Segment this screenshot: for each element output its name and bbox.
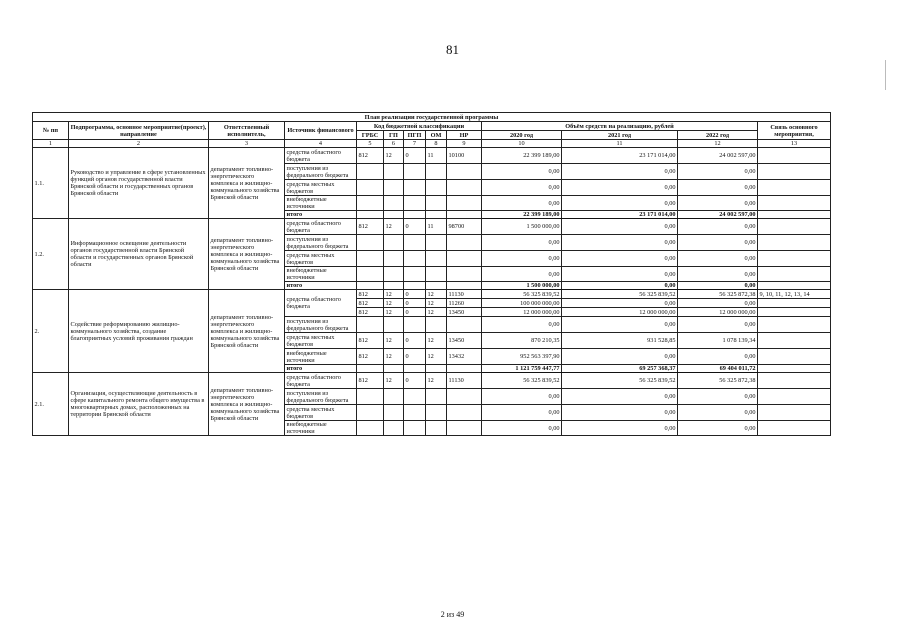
empty-code-cell: [357, 365, 384, 373]
grbs-code: [357, 251, 384, 267]
amount-2020: 0,00: [482, 421, 562, 436]
pgp-code: [404, 405, 426, 421]
activity-name: Содействие реформированию жилищно-коммунального хозяйства, создание благоприятных условий проживания граждан: [69, 290, 209, 373]
amount-2020: 0,00: [482, 267, 562, 282]
amount-2020: 0,00: [482, 235, 562, 251]
amount-2022: 12 000 000,00: [678, 308, 758, 317]
om-code: [426, 421, 447, 436]
empty-code-cell: [357, 211, 384, 219]
pgp-code: [404, 196, 426, 211]
col-header-source: Источник финансового: [285, 122, 357, 140]
gp-code: [384, 235, 404, 251]
amount-2020: 1 500 000,00: [482, 219, 562, 235]
col-header-grbs: ГРБС: [357, 131, 384, 140]
pgp-code: 0: [404, 219, 426, 235]
empty-code-cell: [404, 365, 426, 373]
total-label: итого: [285, 365, 357, 373]
amount-2022: 1 078 139,34: [678, 333, 758, 349]
pgp-code: [404, 164, 426, 180]
amount-2022: 0,00: [678, 405, 758, 421]
column-number: 5: [357, 140, 384, 148]
amount-2021: 0,00: [562, 219, 678, 235]
empty-code-cell: [426, 282, 447, 290]
link-cell: [758, 365, 831, 373]
total-2020: 1 500 000,00: [482, 282, 562, 290]
total-2021: 69 257 368,37: [562, 365, 678, 373]
col-header-2021: 2021 год: [562, 131, 678, 140]
amount-2021: 0,00: [562, 196, 678, 211]
om-code: [426, 235, 447, 251]
activity-name: Руководство и управление в сфере установленных функций органов государственной власти Брянской области и государственных органов Брянской области: [69, 148, 209, 219]
link-cell: [758, 235, 831, 251]
pgp-code: [404, 421, 426, 436]
total-2021: 23 171 014,00: [562, 211, 678, 219]
om-code: [426, 196, 447, 211]
om-code: [426, 389, 447, 405]
empty-code-cell: [404, 282, 426, 290]
amount-2021: 0,00: [562, 235, 678, 251]
gp-code: 12: [384, 299, 404, 308]
amount-2022: 0,00: [678, 317, 758, 333]
nr-code: 13450: [447, 333, 482, 349]
row-number: 1.1.: [33, 148, 69, 219]
nr-code: 10100: [447, 148, 482, 164]
total-2020: 1 121 759 447,77: [482, 365, 562, 373]
col-header-volume: Объём средств на реализацию, рублей: [482, 122, 758, 131]
amount-2021: 931 528,85: [562, 333, 678, 349]
amount-2021: 56 325 839,52: [562, 290, 678, 299]
funding-source: поступления из федерального бюджета: [285, 164, 357, 180]
om-code: [426, 267, 447, 282]
link-cell: [758, 196, 831, 211]
column-number: 8: [426, 140, 447, 148]
amount-2020: 12 000 000,00: [482, 308, 562, 317]
amount-2022: 0,00: [678, 235, 758, 251]
pgp-code: 0: [404, 349, 426, 365]
om-code: 12: [426, 373, 447, 389]
gp-code: [384, 405, 404, 421]
col-header-2022: 2022 год: [678, 131, 758, 140]
gp-code: [384, 180, 404, 196]
amount-2022: 0,00: [678, 389, 758, 405]
grbs-code: 812: [357, 148, 384, 164]
column-number: 1: [33, 140, 69, 148]
empty-code-cell: [447, 282, 482, 290]
amount-2020: 0,00: [482, 251, 562, 267]
funding-source: средства областного бюджета: [285, 219, 357, 235]
funding-source: внебюджетные источники: [285, 421, 357, 436]
funding-source: внебюджетные источники: [285, 349, 357, 365]
om-code: [426, 405, 447, 421]
amount-2021: 56 325 839,52: [562, 373, 678, 389]
col-header-budget-code: Код бюджетной классификации: [357, 122, 482, 131]
funding-source: средства местных бюджетов: [285, 180, 357, 196]
gp-code: [384, 251, 404, 267]
nr-code: 11130: [447, 290, 482, 299]
link-cell: [758, 349, 831, 365]
amount-2020: 952 563 397,90: [482, 349, 562, 365]
gp-code: 12: [384, 333, 404, 349]
amount-2020: 56 325 839,52: [482, 373, 562, 389]
grbs-code: 812: [357, 290, 384, 299]
empty-code-cell: [384, 211, 404, 219]
col-header-executor: Ответственный исполнитель,: [209, 122, 285, 140]
pgp-code: [404, 267, 426, 282]
amount-2022: 56 325 872,38: [678, 373, 758, 389]
total-2022: 24 002 597,00: [678, 211, 758, 219]
col-header-nr: НР: [447, 131, 482, 140]
nr-code: [447, 405, 482, 421]
responsible-executor: департамент топливно-энергетического комплекса и жилищно-коммунального хозяйства Брянской области: [209, 219, 285, 290]
gp-code: [384, 196, 404, 211]
amount-2021: 0,00: [562, 267, 678, 282]
column-number: 10: [482, 140, 562, 148]
table-row: [33, 219, 831, 235]
om-code: [426, 180, 447, 196]
link-cell: [758, 405, 831, 421]
nr-code: [447, 389, 482, 405]
pgp-code: [404, 251, 426, 267]
funding-source: средства областного бюджета: [285, 148, 357, 164]
amount-2022: 0,00: [678, 267, 758, 282]
link-cell: [758, 267, 831, 282]
om-code: 12: [426, 308, 447, 317]
table-row: [33, 148, 831, 164]
page-number: 81: [446, 42, 459, 57]
funding-source: внебюджетные источники: [285, 267, 357, 282]
col-header-no: № пп: [33, 122, 69, 140]
amount-2022: 24 002 597,00: [678, 148, 758, 164]
gp-code: 12: [384, 219, 404, 235]
gp-code: [384, 267, 404, 282]
grbs-code: [357, 421, 384, 436]
link-cell: [758, 389, 831, 405]
link-cell: [758, 164, 831, 180]
link-cell: 9, 10, 11, 12, 13, 14: [758, 290, 831, 299]
column-number: 7: [404, 140, 426, 148]
amount-2022: 0,00: [678, 164, 758, 180]
amount-2020: 0,00: [482, 389, 562, 405]
column-number: 12: [678, 140, 758, 148]
grbs-code: 812: [357, 219, 384, 235]
amount-2021: 12 000 000,00: [562, 308, 678, 317]
nr-code: 11130: [447, 373, 482, 389]
amount-2020: 0,00: [482, 317, 562, 333]
gp-code: 12: [384, 373, 404, 389]
gp-code: [384, 317, 404, 333]
gp-code: 12: [384, 148, 404, 164]
grbs-code: 812: [357, 349, 384, 365]
table-row: [33, 373, 831, 389]
om-code: 12: [426, 349, 447, 365]
nr-code: [447, 421, 482, 436]
nr-code: [447, 317, 482, 333]
pgp-code: [404, 180, 426, 196]
total-2022: 69 404 011,72: [678, 365, 758, 373]
amount-2021: 0,00: [562, 349, 678, 365]
nr-code: [447, 267, 482, 282]
amount-2020: 870 210,35: [482, 333, 562, 349]
column-number: 2: [69, 140, 209, 148]
amount-2022: 0,00: [678, 196, 758, 211]
column-number: 3: [209, 140, 285, 148]
funding-source: средства местных бюджетов: [285, 333, 357, 349]
pgp-code: [404, 317, 426, 333]
col-header-pgp: ПГП: [404, 131, 426, 140]
amount-2021: 0,00: [562, 180, 678, 196]
empty-code-cell: [426, 365, 447, 373]
grbs-code: [357, 317, 384, 333]
gp-code: [384, 389, 404, 405]
link-cell: [758, 421, 831, 436]
amount-2020: 0,00: [482, 164, 562, 180]
grbs-code: [357, 164, 384, 180]
funding-source: средства областного бюджета: [285, 373, 357, 389]
link-cell: [758, 148, 831, 164]
column-numbers-row: [33, 140, 831, 148]
grbs-code: 812: [357, 333, 384, 349]
link-cell: [758, 373, 831, 389]
program-plan-table: [32, 112, 831, 436]
total-2022: 0,00: [678, 282, 758, 290]
funding-source: средства местных бюджетов: [285, 251, 357, 267]
total-label: итого: [285, 211, 357, 219]
empty-code-cell: [384, 365, 404, 373]
funding-source: внебюджетные источники: [285, 196, 357, 211]
amount-2020: 56 325 839,52: [482, 290, 562, 299]
nr-code: 98700: [447, 219, 482, 235]
om-code: 12: [426, 299, 447, 308]
row-number: 2.: [33, 290, 69, 373]
grbs-code: 812: [357, 308, 384, 317]
empty-code-cell: [384, 282, 404, 290]
link-cell: [758, 299, 831, 308]
link-cell: [758, 317, 831, 333]
nr-code: [447, 251, 482, 267]
row-number: 1.2.: [33, 219, 69, 290]
om-code: 12: [426, 333, 447, 349]
total-label: итого: [285, 282, 357, 290]
grbs-code: [357, 235, 384, 251]
amount-2021: 0,00: [562, 317, 678, 333]
table-caption: План реализации государственной программы: [33, 113, 831, 122]
col-header-link: Связь основного мероприятия,: [758, 122, 831, 140]
amount-2021: 0,00: [562, 251, 678, 267]
amount-2022: 0,00: [678, 349, 758, 365]
amount-2021: 0,00: [562, 164, 678, 180]
table-row: [33, 290, 831, 299]
pgp-code: 0: [404, 333, 426, 349]
amount-2020: 22 399 189,00: [482, 148, 562, 164]
amount-2020: 0,00: [482, 405, 562, 421]
om-code: [426, 317, 447, 333]
nr-code: 13432: [447, 349, 482, 365]
gp-code: 12: [384, 290, 404, 299]
link-cell: [758, 333, 831, 349]
amount-2021: 23 171 014,00: [562, 148, 678, 164]
empty-code-cell: [357, 282, 384, 290]
funding-source: поступления из федерального бюджета: [285, 235, 357, 251]
om-code: [426, 251, 447, 267]
amount-2022: 0,00: [678, 299, 758, 308]
nr-code: [447, 164, 482, 180]
amount-2021: 0,00: [562, 405, 678, 421]
pgp-code: 0: [404, 148, 426, 164]
pgp-code: 0: [404, 299, 426, 308]
link-cell: [758, 282, 831, 290]
empty-code-cell: [447, 365, 482, 373]
nr-code: [447, 180, 482, 196]
grbs-code: [357, 180, 384, 196]
amount-2021: 0,00: [562, 299, 678, 308]
link-cell: [758, 308, 831, 317]
scan-margin-mark: [885, 60, 886, 90]
funding-source: поступления из федерального бюджета: [285, 389, 357, 405]
gp-code: 12: [384, 308, 404, 317]
amount-2022: 56 325 872,38: [678, 290, 758, 299]
grbs-code: [357, 196, 384, 211]
col-header-gp: ГП: [384, 131, 404, 140]
responsible-executor: департамент топливно-энергетического комплекса и жилищно-коммунального хозяйства Брянской области: [209, 148, 285, 219]
amount-2022: 0,00: [678, 251, 758, 267]
pgp-code: 0: [404, 308, 426, 317]
table-body: [33, 148, 831, 436]
column-number: 13: [758, 140, 831, 148]
om-code: 12: [426, 290, 447, 299]
amount-2022: 0,00: [678, 180, 758, 196]
grbs-code: [357, 267, 384, 282]
om-code: 11: [426, 219, 447, 235]
empty-code-cell: [426, 211, 447, 219]
gp-code: 12: [384, 349, 404, 365]
empty-code-cell: [447, 211, 482, 219]
col-header-om: ОМ: [426, 131, 447, 140]
amount-2020: 0,00: [482, 180, 562, 196]
amount-2022: 0,00: [678, 421, 758, 436]
nr-code: [447, 235, 482, 251]
responsible-executor: департамент топливно-энергетического комплекса и жилищно-коммунального хозяйства Брянской области: [209, 290, 285, 373]
grbs-code: [357, 405, 384, 421]
om-code: 11: [426, 148, 447, 164]
funding-source: средства местных бюджетов: [285, 405, 357, 421]
pgp-code: 0: [404, 290, 426, 299]
link-cell: [758, 251, 831, 267]
column-number: 6: [384, 140, 404, 148]
pgp-code: [404, 389, 426, 405]
amount-2021: 0,00: [562, 389, 678, 405]
activity-name: Организация, осуществляющие деятельность в сфере капитального ремонта общего имущества в многоквартирных домах, расположенных на территории Брянской области: [69, 373, 209, 436]
amount-2021: 0,00: [562, 421, 678, 436]
link-cell: [758, 180, 831, 196]
grbs-code: 812: [357, 299, 384, 308]
nr-code: 13450: [447, 308, 482, 317]
funding-source: средства областного бюджета: [285, 290, 357, 317]
funding-source: поступления из федерального бюджета: [285, 317, 357, 333]
total-2020: 22 399 189,00: [482, 211, 562, 219]
pgp-code: 0: [404, 373, 426, 389]
column-number: 4: [285, 140, 357, 148]
responsible-executor: департамент топливно-энергетического комплекса и жилищно-коммунального хозяйства Брянской области: [209, 373, 285, 436]
column-number: 11: [562, 140, 678, 148]
col-header-name: Подпрограмма, основное мероприятие(проект), направление: [69, 122, 209, 140]
link-cell: [758, 219, 831, 235]
amount-2020: 100 000 000,00: [482, 299, 562, 308]
page-footer: 2 из 49: [440, 610, 465, 619]
activity-name: Информационное освещение деятельности органов государственной власти Брянской области и государственных органов Брянской области: [69, 219, 209, 290]
nr-code: 11260: [447, 299, 482, 308]
grbs-code: [357, 389, 384, 405]
grbs-code: 812: [357, 373, 384, 389]
om-code: [426, 164, 447, 180]
total-2021: 0,00: [562, 282, 678, 290]
gp-code: [384, 164, 404, 180]
empty-code-cell: [404, 211, 426, 219]
amount-2020: 0,00: [482, 196, 562, 211]
amount-2022: 0,00: [678, 219, 758, 235]
col-header-2020: 2020 год: [482, 131, 562, 140]
column-number: 9: [447, 140, 482, 148]
gp-code: [384, 421, 404, 436]
link-cell: [758, 211, 831, 219]
row-number: 2.1.: [33, 373, 69, 436]
nr-code: [447, 196, 482, 211]
pgp-code: [404, 235, 426, 251]
